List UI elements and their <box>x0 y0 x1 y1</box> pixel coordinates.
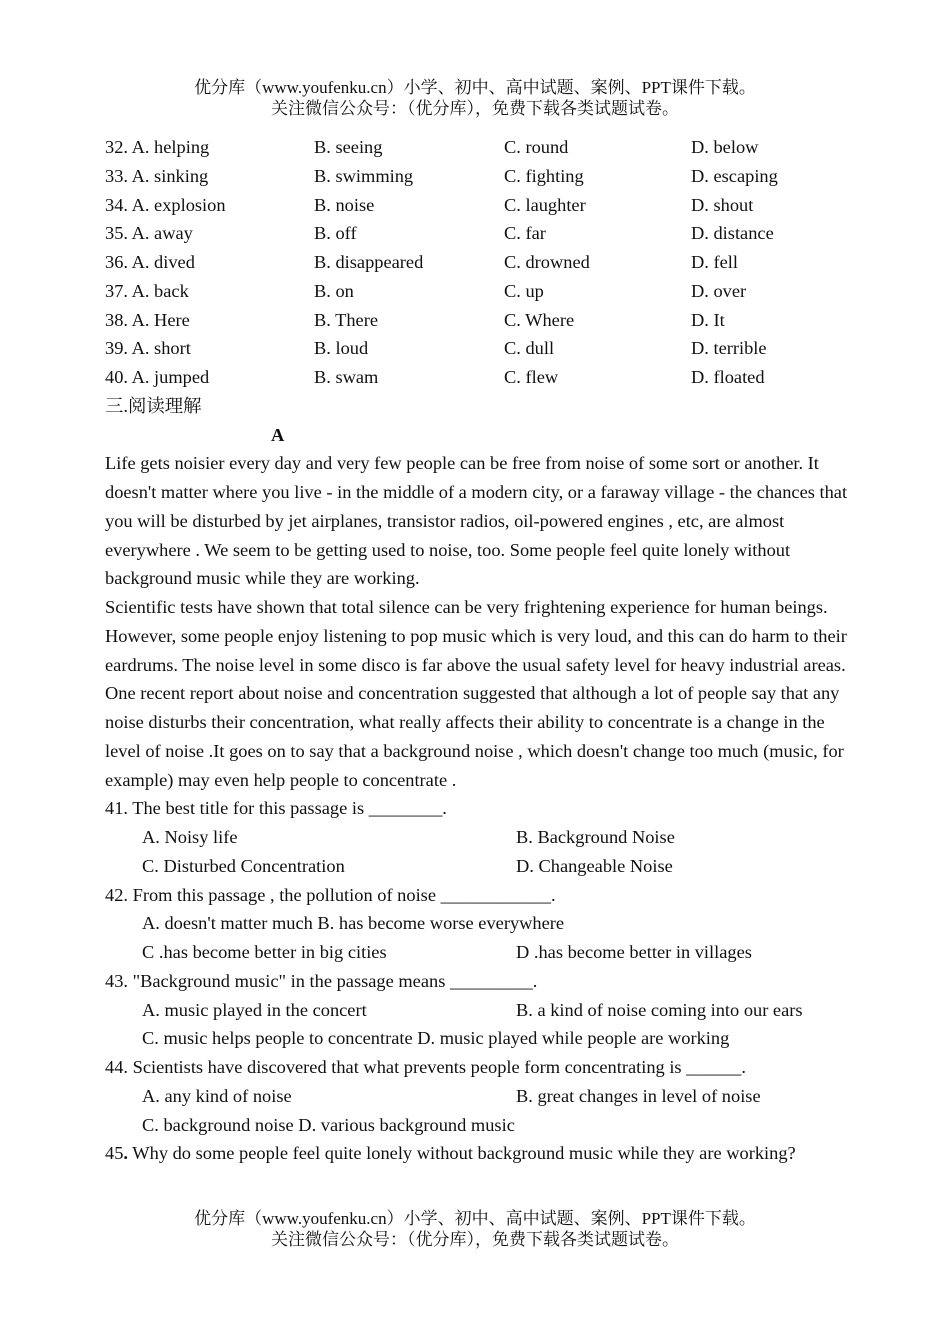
option-row-36 <box>105 248 850 277</box>
question-number-dot: . <box>123 1143 128 1164</box>
option-d: D. over <box>691 280 747 301</box>
option-row-39 <box>105 334 850 363</box>
option-a: 34. A. explosion <box>105 194 226 215</box>
header-line-2: 关注微信公众号：（优分库），免费下载各类试题试卷。 <box>271 99 679 118</box>
option-b: B. swimming <box>314 165 414 186</box>
option-c: C. flew <box>504 367 559 387</box>
option-row-37 <box>105 277 850 306</box>
option-b: B. disappeared <box>314 252 424 272</box>
option-d: D. It <box>691 309 725 330</box>
option-d: D. floated <box>691 367 765 387</box>
question-stem: 41. The best title for this passage is ________. <box>105 798 447 819</box>
question-42 <box>105 881 850 967</box>
option-c: C. Disturbed Concentration <box>142 855 345 876</box>
option-a: 33. A. sinking <box>105 165 209 186</box>
question-stem: 43. "Background music" in the passage means _________. <box>105 970 538 991</box>
option-a: A. Noisy life <box>142 827 238 847</box>
page-header <box>0 77 950 119</box>
footer-line-2: 关注微信公众号：（优分库），免费下载各类试题试卷。 <box>271 1230 679 1249</box>
cloze-options-table <box>105 133 850 392</box>
header-line-1: 优分库（www.youfenku.cn）小学、初中、高中试题、案例、PPT课件下载。 <box>194 78 756 97</box>
option-a: 37. A. back <box>105 280 189 301</box>
option-a: A. any kind of noise <box>142 1085 292 1106</box>
option-b: B. Background Noise <box>516 827 675 847</box>
option-a: 40. A. jumped <box>105 367 210 387</box>
option-b: B. off <box>314 223 357 244</box>
option-a: 32. A. helping <box>105 137 210 157</box>
option-d: D. fell <box>691 252 738 272</box>
option-row-33 <box>105 162 850 191</box>
footer-line-1: 优分库（www.youfenku.cn）小学、初中、高中试题、案例、PPT课件下载。 <box>194 1209 756 1228</box>
option-c: C. fighting <box>504 165 584 186</box>
passage-title: A <box>271 424 285 445</box>
option-a: A. music played in the concert <box>142 999 367 1020</box>
option-b: B. swam <box>314 367 379 387</box>
passage-paragraph-3: One recent report about noise and concentration suggested that although a lot of people say that any noise disturbs their concentration, what really affects their ability to concentrate is a change in the level of noise .It goes on to say that a background noise , which doesn't change too much (music, for example) may even help people to concentrate . <box>105 683 844 790</box>
option-c: C. up <box>504 280 544 301</box>
option-row-32 <box>105 133 850 162</box>
option-d: D. Changeable Noise <box>516 855 673 876</box>
section-title: 三.阅读理解 <box>105 395 202 416</box>
option-c: C. far <box>504 223 546 244</box>
option-b: B. noise <box>314 194 375 215</box>
question-45 <box>105 1139 850 1168</box>
option-row <box>105 909 850 938</box>
option-row-35 <box>105 219 850 248</box>
passage-paragraph-1: Life gets noisier every day and very few people can be free from noise of some sort or another. It doesn't matter where you live - in the middle of a modern city, or a faraway village - the chances that you will be disturbed by jet airplanes, transistor radios, oil-powered engines , etc, are almost everywhere . We seem to be getting used to noise, too. Some people feel quite lonely without background music while they are working. <box>105 453 848 589</box>
option-c-d: C. background noise D. various background music <box>142 1114 515 1135</box>
option-row <box>105 1024 850 1053</box>
question-43 <box>105 967 850 1053</box>
option-a: 36. A. dived <box>105 252 195 272</box>
option-row <box>105 852 850 881</box>
option-d: D. distance <box>691 223 774 244</box>
option-b: B. on <box>314 280 354 301</box>
option-c-d: C. music helps people to concentrate D. music played while people are working <box>142 1028 730 1049</box>
page-footer <box>0 1208 950 1250</box>
option-a: 35. A. away <box>105 223 193 244</box>
option-a: 39. A. short <box>105 338 191 359</box>
option-row-40 <box>105 363 850 392</box>
question-41 <box>105 794 850 880</box>
option-c: C. drowned <box>504 252 590 272</box>
option-b: B. There <box>314 309 379 330</box>
option-b: B. a kind of noise coming into our ears <box>516 999 803 1020</box>
option-a-b: A. doesn't matter much B. has become worse everywhere <box>142 913 565 934</box>
option-row-34 <box>105 191 850 220</box>
page-content <box>105 133 850 1168</box>
option-c: C. Where <box>504 309 575 330</box>
option-c: C .has become better in big cities <box>142 942 387 962</box>
option-d: D. below <box>691 137 759 157</box>
passage-paragraph-2: Scientific tests have shown that total silence can be very frightening experience for human beings. However, some people enjoy listening to pop music which is very loud, and this can do harm to their eardrums. The noise level in some disco is far above the usual safety level for heavy industrial areas. <box>105 597 847 675</box>
option-b: B. loud <box>314 338 369 359</box>
option-d: D. shout <box>691 194 754 215</box>
question-stem: Why do some people feel quite lonely without background music while they are working? <box>128 1143 796 1164</box>
option-row <box>105 996 850 1025</box>
option-b: B. seeing <box>314 137 383 157</box>
option-c: C. laughter <box>504 194 586 215</box>
option-row <box>105 823 850 852</box>
option-row-38 <box>105 306 850 335</box>
option-c: C. round <box>504 137 569 157</box>
question-stem: 42. From this passage , the pollution of noise ____________. <box>105 884 556 905</box>
option-c: C. dull <box>504 338 555 359</box>
option-row <box>105 938 850 967</box>
option-d: D .has become better in villages <box>516 942 752 962</box>
question-stem: 44. Scientists have discovered that what prevents people form concentrating is ______. <box>105 1057 746 1077</box>
option-d: D. escaping <box>691 165 778 186</box>
question-44 <box>105 1053 850 1139</box>
question-number: 45 <box>105 1143 124 1164</box>
option-row <box>105 1111 850 1140</box>
option-d: D. terrible <box>691 338 767 359</box>
option-row <box>105 1082 850 1111</box>
option-b: B. great changes in level of noise <box>516 1085 761 1106</box>
option-a: 38. A. Here <box>105 309 190 330</box>
